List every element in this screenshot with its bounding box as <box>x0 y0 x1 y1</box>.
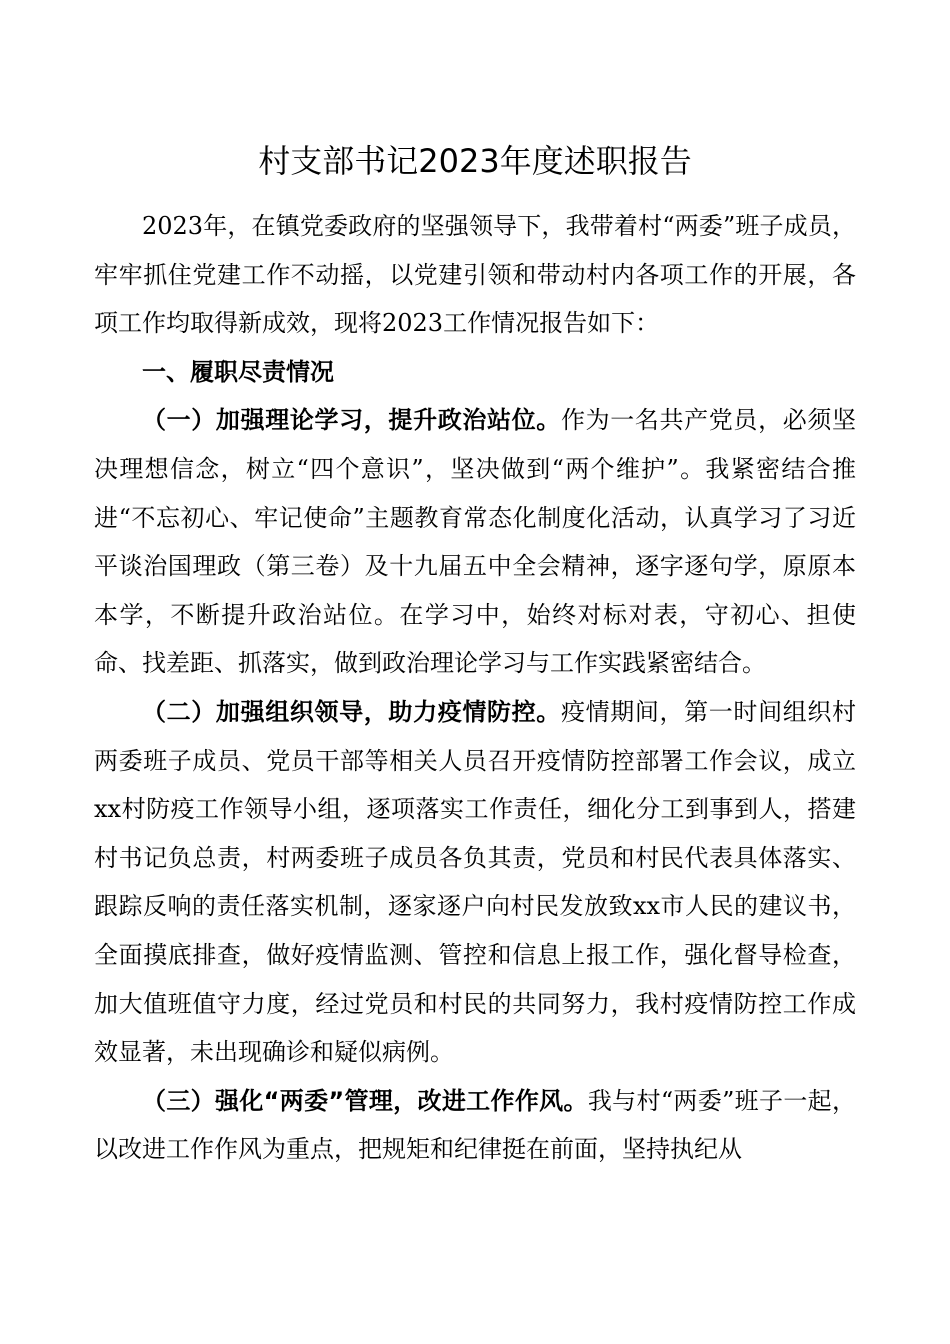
item-paragraph-1 <box>94 396 856 688</box>
section-heading: 一、履职尽责情况 <box>142 357 334 386</box>
document-body <box>94 202 856 1174</box>
document-title: 村支部书记2023年度述职报告 <box>258 142 692 180</box>
intro-paragraph: 2023年，在镇党委政府的坚强领导下，我带着村“两委”班子成员，牢牢抓住党建工作不动摇，以党建引领和带动村内各项工作的开展，各项工作均取得新成效，现将2023工作情况报告如下： <box>94 212 856 338</box>
item-text-3: 我与村“两委”班子一起，以改进工作作风为重点，把规矩和纪律挺在前面，坚持执纪从 <box>94 1086 856 1164</box>
item-lead-1: （一）加强理论学习，提升政治站位。 <box>142 406 561 435</box>
item-lead-3: （三）强化“两委”管理，改进工作作风。 <box>142 1086 588 1115</box>
item-lead-2: （二）加强组织领导，助力疫情防控。 <box>142 697 561 726</box>
item-text-1: 作为一名共产党员，必须坚决理想信念，树立“四个意识”，坚决做到“两个维护”。我紧密结合推进“不忘初心、牢记使命”主题教育常态化制度化活动，认真学习了习近平谈治国理政（第三卷）及十九届五中全会精神，逐字逐句学，原原本本学，不断提升政治站位。在学习中，始终对标对表，守初心、担使命、找差距、抓落实，做到政治理论学习与工作实践紧密结合。 <box>94 406 857 678</box>
item-paragraph-2 <box>94 688 856 1077</box>
item-text-2: 疫情期间，第一时间组织村两委班子成员、党员干部等相关人员召开疫情防控部署工作会议，成立xx村防疫工作领导小组，逐项落实工作责任，细化分工到事到人，搭建村书记负总责，村两委班子成员各负其责，党员和村民代表具体落实、跟踪反响的责任落实机制，逐家逐户向村民发放致xx市人民的建议书，全面摸底排查，做好疫情监测、管控和信息上报工作，强化督导检查，加大值班值守力度，经过党员和村民的共同努力，我村疫情防控工作成效显著，未出现确诊和疑似病例。 <box>94 697 857 1067</box>
item-paragraph-3 <box>94 1077 856 1174</box>
